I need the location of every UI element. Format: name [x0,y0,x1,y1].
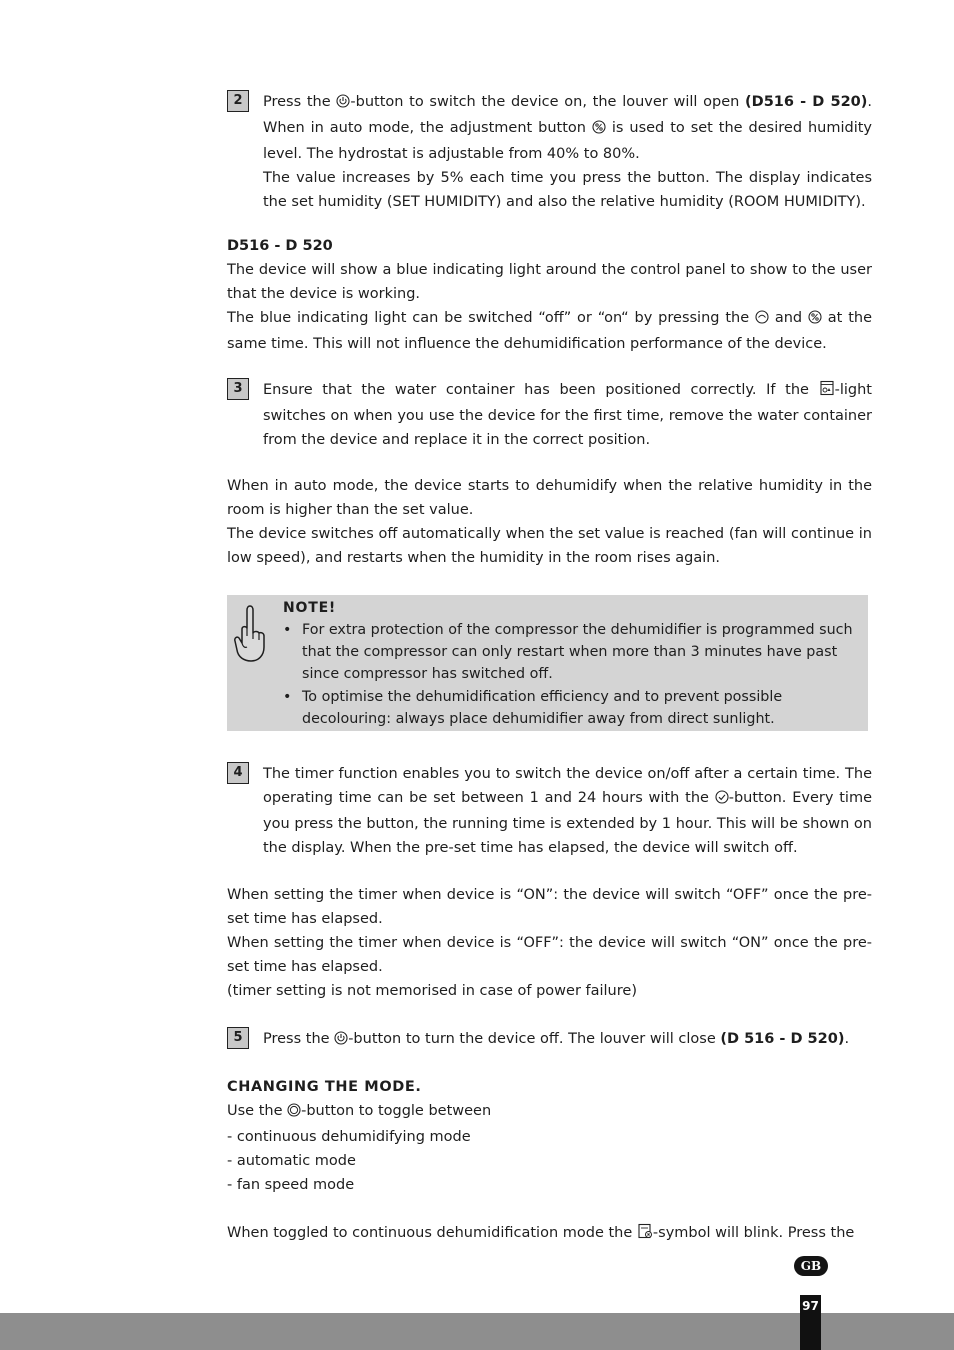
note-title: NOTE! [283,600,337,616]
light-icon [755,308,769,332]
language-badge: GB [794,1256,828,1276]
changing-mode-section [227,1075,872,1247]
step-5 [227,1027,872,1053]
auto-mode-section [227,474,872,570]
step-text: Press the -button to switch the device on, the louver will open (D516 - D 520). When in auto mode, the adjustment button is used to set the desired humidity level. The hydrostat is adjustable from 40% to 80%. The value increases by 5% each time you press the button. The display indicates the set humidity (SET HUMIDITY) and also the relative humidity (ROOM HUMIDITY). [263,94,872,210]
note-box [227,595,868,731]
list-item: • For extra protection of the compressor the dehumidifier is programmed such that the compressor can only restart when more than 3 minutes have past since compressor has switched off. [283,619,853,685]
bullet: • [283,622,292,638]
paragraph: The device switches off automatically when the set value is reached (fan will continue in low speed), and restarts when the humidity in the room rises again. [227,526,872,566]
water-container-icon [819,380,835,404]
step-2 [227,90,872,214]
step-number: 5 [227,1027,249,1049]
list-item: - automatic mode [227,1153,356,1169]
list-item: • To optimise the dehumidification efficiency and to prevent possible decolouring: always place dehumidifier away from direct sunlight. [283,686,853,730]
step-number: 4 [227,762,249,784]
section-heading: D516 - D 520 [227,238,333,254]
step-number: 3 [227,378,249,400]
timer-section [227,883,872,1003]
paragraph: When toggled to continuous dehumidification mode the -symbol will blink. Press the [227,1221,872,1247]
power-icon [334,1029,348,1053]
continuous-mode-icon [637,1223,653,1247]
pointing-hand-icon [233,603,267,673]
timer-icon [715,788,729,812]
humidity-percent-icon [592,118,606,142]
step-3 [227,378,872,452]
paragraph: (timer setting is not memorised in case of power failure) [227,983,637,999]
step-4 [227,762,872,860]
step-number: 2 [227,90,249,112]
list-item: - continuous dehumidifying mode [227,1129,471,1145]
note-list [283,619,853,731]
mode-icon [287,1101,301,1125]
section-heading: CHANGING THE MODE. [227,1079,422,1095]
page-number: 97 [800,1295,821,1350]
step-text: Ensure that the water container has been positioned correctly. If the -light switches on when you use the device for the first time, remove the water container from the device and replace it in the correct position. [263,382,872,448]
d516-section [227,234,872,356]
paragraph: The device will show a blue indicating light around the control panel to show to the user that the device is working. [227,262,872,302]
step-text: The timer function enables you to switch the device on/off after a certain time. The operating time can be set between 1 and 24 hours with the -button. Every time you press the button, the running time is extended by 1 hour. This will be shown on the display. When the pre-set time has elapsed, the device will switch off. [263,766,872,856]
step-text: Press the -button to turn the device off. The louver will close (D 516 - D 520). [263,1027,872,1053]
paragraph: When in auto mode, the device starts to dehumidify when the relative humidity in the room is higher than the set value. [227,478,872,518]
humidity-percent-icon [808,308,822,332]
paragraph: The blue indicating light can be switched “off” or “on“ by pressing the and at the same time. This will not influence the dehumidification performance of the device. [227,310,873,352]
paragraph: Use the -button to toggle between [227,1099,872,1125]
list-item: - fan speed mode [227,1177,355,1193]
paragraph: When setting the timer when device is “OFF”: the device will switch “ON” once the pre-set time has elapsed. [227,935,872,975]
power-icon [336,92,350,116]
paragraph: When setting the timer when device is “ON”: the device will switch “OFF” once the pre-set time has elapsed. [227,887,872,927]
bullet: • [283,689,292,705]
